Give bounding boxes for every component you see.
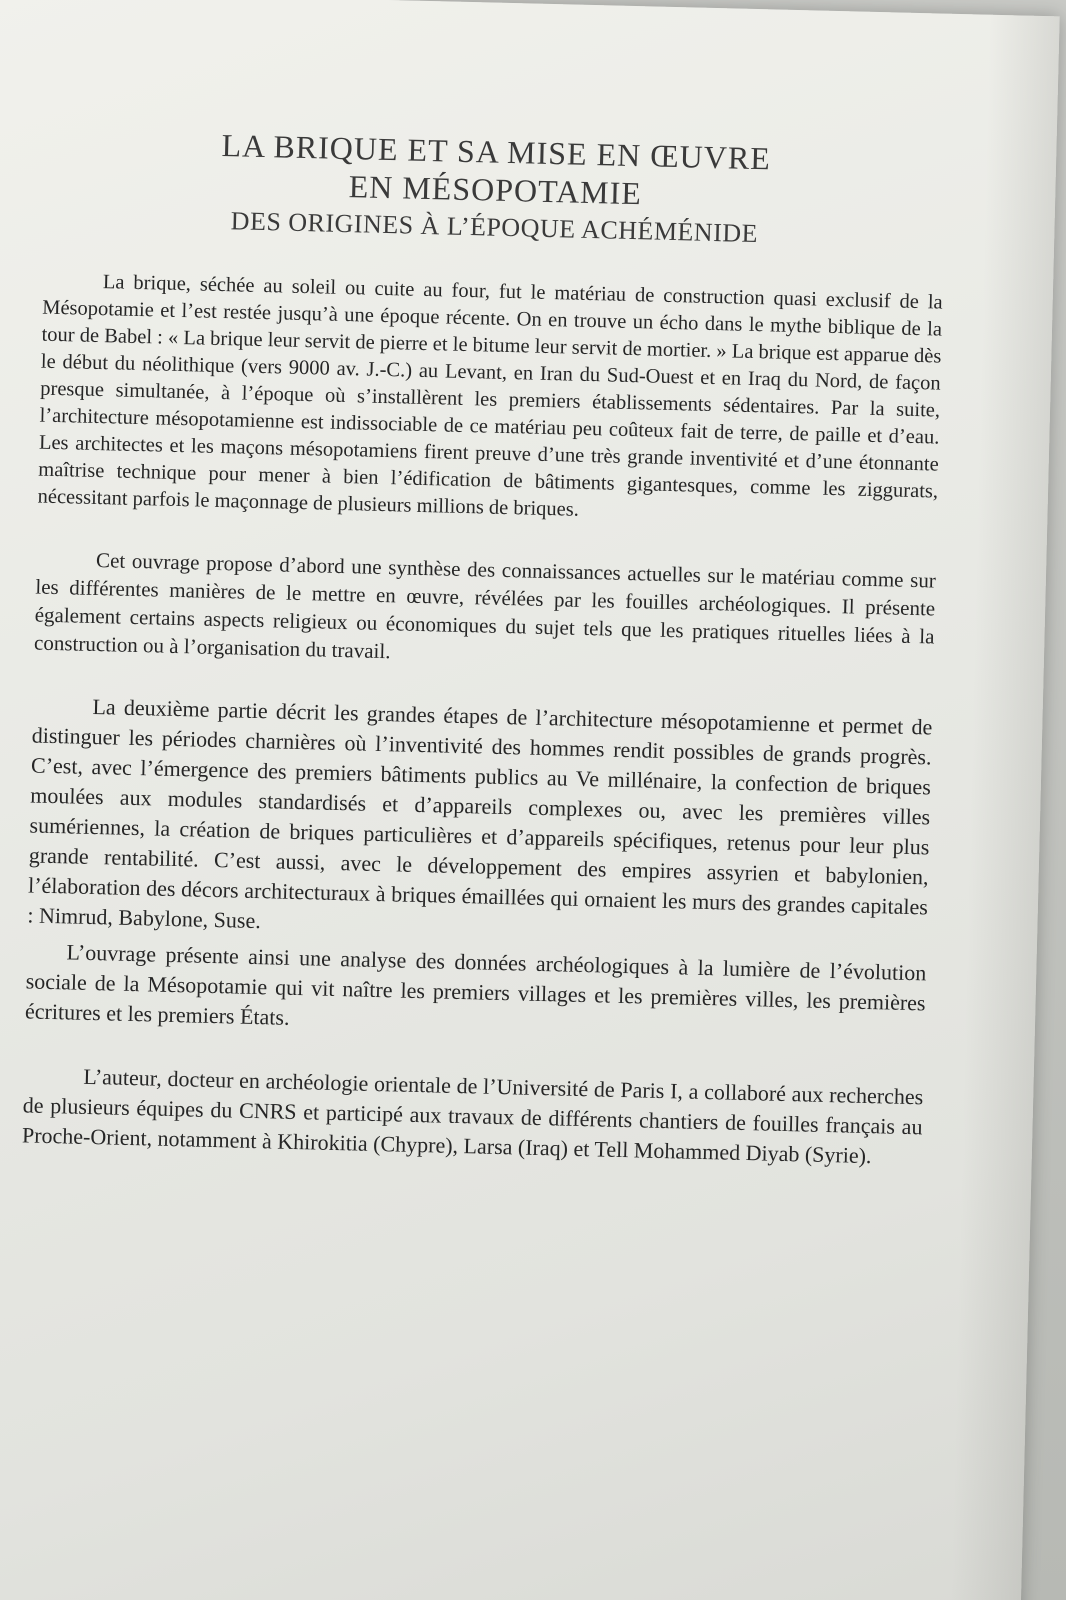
paragraph-history: La deuxième partie décrit les grandes étapes de l’architecture mésopotamienne et permet de distinguer les périodes charnières où l’inventivité des hommes rendit possibles de grands progrès. C’est, avec l’émergence des premiers bâtiments publics au Ve millénaire, la confection de briques moulées aux modules standardisés et d’appareils complexes ou, avec les premières villes sumériennes, la création de briques particulières et d’appareils spécifiques, retenus pour leur plus grande rentabilité. C’est aussi, avec le développement des empires assyrien et babylonien, l’élaboration des décors architecturaux à briques émaillées qui ornaient les murs des grandes capitales : Nimrud, Babylone, Suse. <box>27 693 933 934</box>
title-line-1: LA BRIQUE ET SA MISE EN ŒUVRE <box>221 126 772 177</box>
title-line-2: EN MÉSOPOTAMIE <box>348 168 643 212</box>
section-intro <box>37 268 943 533</box>
page-content <box>21 122 947 1207</box>
section-history <box>22 691 933 1173</box>
paragraph-author: L’auteur, docteur en archéologie orientale de l’Université de Paris I, a collaboré aux recherches de plusieurs équipes du CNRS et participé aux travaux de différents chantiers de fouilles français au Proche-Orient, notamment à Khirokitia (Chypre), Larsa (Iraq) et Tell Mohammed Diyab (Syrie). <box>21 1063 924 1169</box>
paragraph-analysis: L’ouvrage présente ainsi une analyse des données archéologiques à la lumière de l’évolution sociale de la Mésopotamie qui vit naître les premiers villages et les premières villes, les premières écritures et les premiers États. <box>24 939 927 1030</box>
paragraph-intro: La brique, séchée au soleil ou cuite au four, fut le matériau de construction quasi exclusif de la Mésopotamie et l’est restée jusqu’à une époque récente. On en trouve un écho dans le mythe biblique de la tour de Babel : « La brique leur servit de pierre et le bitume leur servit de mortier. » La brique est apparue dès le début du néolithique (vers 9000 av. J.-C.) au Levant, en Iran du Sud-Ouest et en Iraq du Nord, de façon presque simultanée, à l’époque où s’installèrent les premiers établissements sédentaires. Par la suite, l’architecture mésopotamienne est indissociable de ce matériau peu coûteux fait de terre, de paille et d’eau. Les architectes et les maçons mésopotamiens firent preuve d’une très grande inventivité et d’une étonnante maîtrise technique pour mener à bien l’édification de bâtiments gigantesques, comme les ziggurats, nécessitant parfois le maçonnage de plusieurs millions de briques. <box>37 271 943 521</box>
title-block <box>44 122 946 256</box>
paragraph-overview: Cet ouvrage propose d’abord une synthèse des connaissances actuelles sur le matériau comme sur les différentes manières de le mettre en œuvre, révélées par les fouilles archéologiques. Il présente également certains aspects religieux ou économiques du sujet tels que les pratiques rituelles liées à la construction ou à l’organisation du travail. <box>33 548 937 664</box>
section-overview <box>34 545 936 679</box>
subtitle: DES ORIGINES À L’ÉPOQUE ACHÉMÉNIDE <box>230 206 759 249</box>
